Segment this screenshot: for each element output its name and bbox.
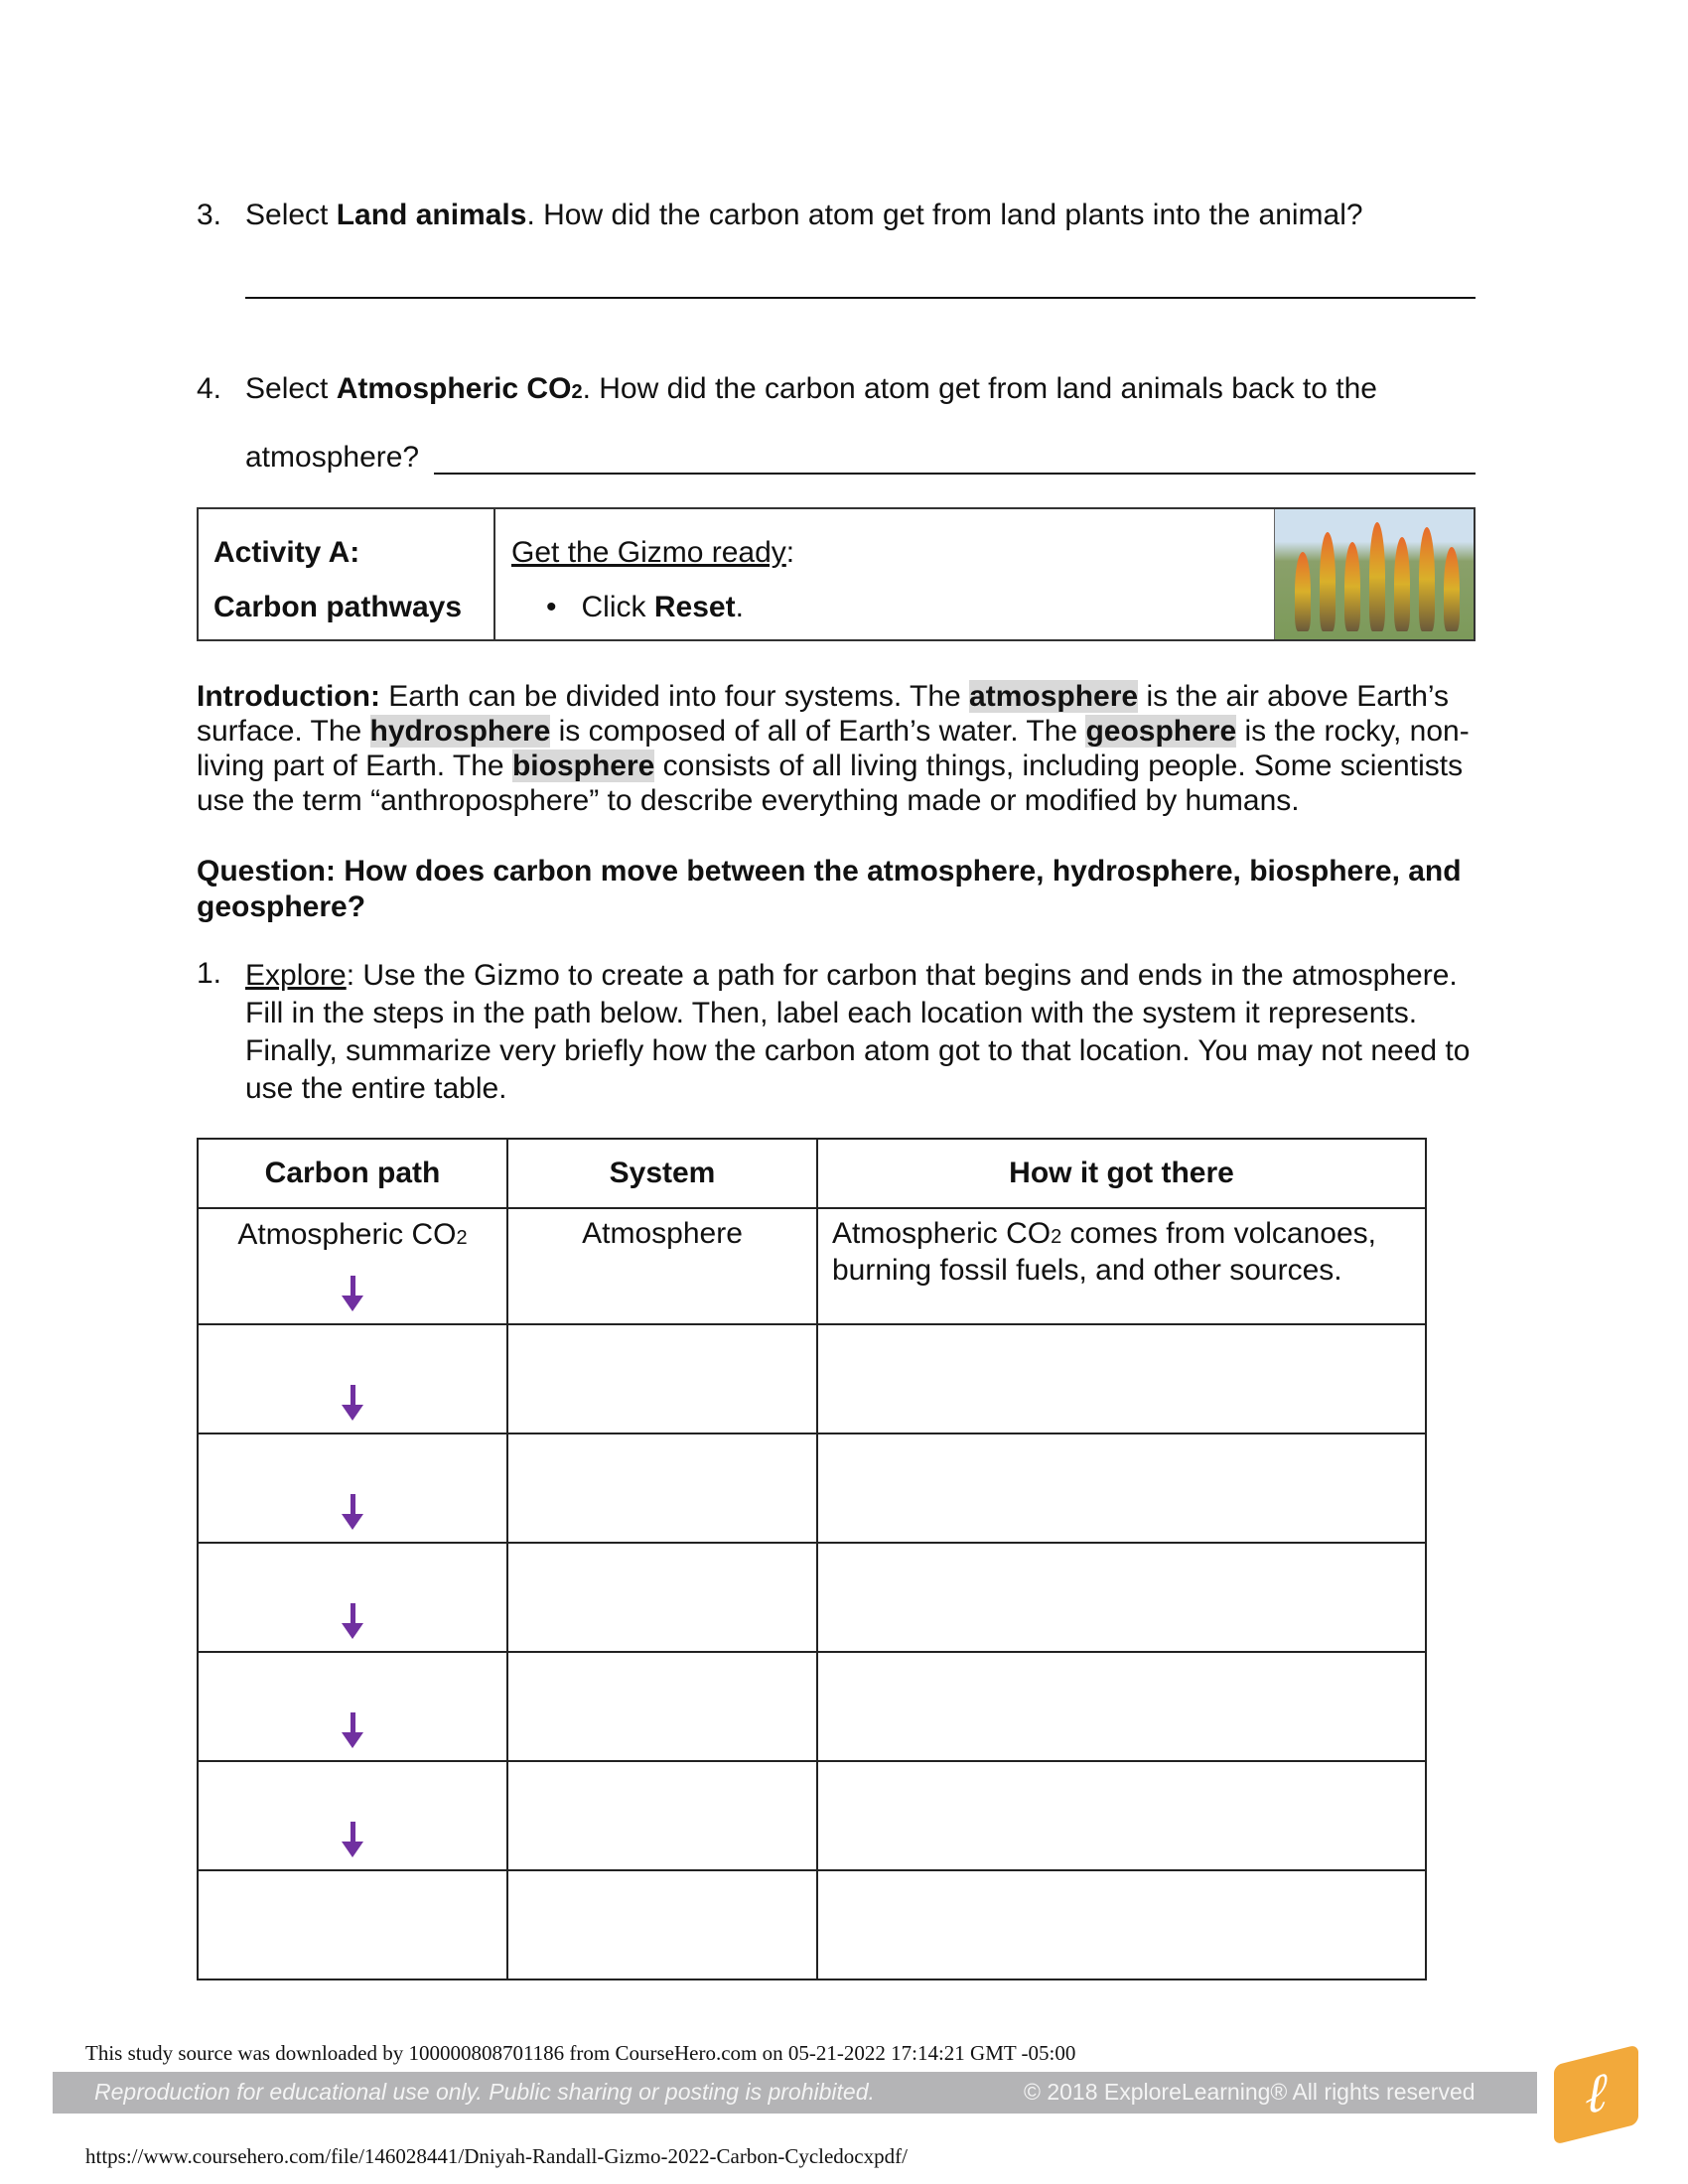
down-arrow-icon: [349, 1822, 356, 1857]
footer-bar: [53, 2072, 1537, 2114]
header-how: How it got there: [817, 1139, 1426, 1208]
how-cell: Atmospheric CO2 comes from volcanoes, burning fossil fuels, and other sources.: [817, 1208, 1426, 1324]
header-carbon-path: Carbon path: [198, 1139, 507, 1208]
explore-instructions: Explore: Use the Gizmo to create a path for carbon that begins and ends in the atmosphere. Fill in the steps in the path below. Then, label each location with the system it represents. Finally, summarize very briefly how the carbon atom got to that location. You may not need to use the entire table.: [245, 959, 1471, 1105]
gizmo-ready-heading: Get the Gizmo ready:: [511, 536, 795, 569]
table-row[interactable]: [198, 1652, 1426, 1761]
carbon-path-cell: Atmospheric CO2: [198, 1208, 507, 1324]
question-heading: Question: How does carbon move between the atmosphere, hydrosphere, biosphere, and geosphere?: [197, 855, 1462, 923]
burning-forest-image: [1274, 509, 1474, 639]
down-arrow-icon: [349, 1276, 356, 1311]
q3-text: Select Land animals. How did the carbon atom get from land plants into the animal?: [245, 199, 1363, 231]
q4-text: Select Atmospheric CO2. How did the carbon atom get from land animals back to the: [245, 372, 1377, 405]
table-row[interactable]: [198, 1870, 1426, 1979]
activity-subtitle: Carbon pathways: [213, 591, 463, 623]
q4-text-line2: atmosphere?: [245, 441, 420, 474]
q4-answer-line[interactable]: [434, 473, 1476, 475]
carbon-path-table: [197, 1138, 1427, 1980]
q4-number: 4.: [197, 372, 222, 405]
header-system: System: [507, 1139, 817, 1208]
activity-box: [197, 507, 1476, 641]
explore-number: 1.: [197, 957, 222, 990]
down-arrow-icon: [349, 1494, 356, 1530]
table-header-row: [198, 1139, 1426, 1208]
introduction-paragraph: Introduction: Earth can be divided into four systems. The atmosphere is the air above Earth’s surface. The hydrosphere is composed of all of Earth’s water. The geosphere is the rocky, non-living part of Earth. The biosphere consists of all living things, including people. Some scientists use the term “anthroposphere” to describe everything made or modified by humans.: [197, 680, 1470, 817]
down-arrow-icon: [349, 1603, 356, 1639]
reproduction-notice: Reproduction for educational use only. Public sharing or posting is prohibited.: [94, 2079, 875, 2105]
table-row[interactable]: [198, 1433, 1426, 1543]
table-row[interactable]: [198, 1324, 1426, 1433]
system-cell: Atmosphere: [507, 1208, 817, 1324]
source-url[interactable]: https://www.coursehero.com/file/146028441/Dniyah-Randall-Gizmo-2022-Carbon-Cycledocxpdf/: [85, 2144, 908, 2168]
down-arrow-icon: [349, 1712, 356, 1748]
q3-number: 3.: [197, 199, 222, 231]
table-row: [198, 1208, 1426, 1324]
copyright-notice: © 2018 ExploreLearning® All rights reserved: [1024, 2079, 1476, 2105]
download-notice: This study source was downloaded by 100000808701186 from CourseHero.com on 05-21-2022 17:14:21 GMT -05:00: [85, 2041, 1076, 2065]
table-row[interactable]: [198, 1761, 1426, 1870]
reset-instruction: • Click Reset.: [546, 591, 744, 623]
activity-title: Activity A:: [213, 536, 360, 569]
down-arrow-icon: [349, 1385, 356, 1421]
q3-answer-line[interactable]: [245, 297, 1476, 299]
table-row[interactable]: [198, 1543, 1426, 1652]
explorelearning-logo: ℓ: [1554, 2044, 1638, 2144]
